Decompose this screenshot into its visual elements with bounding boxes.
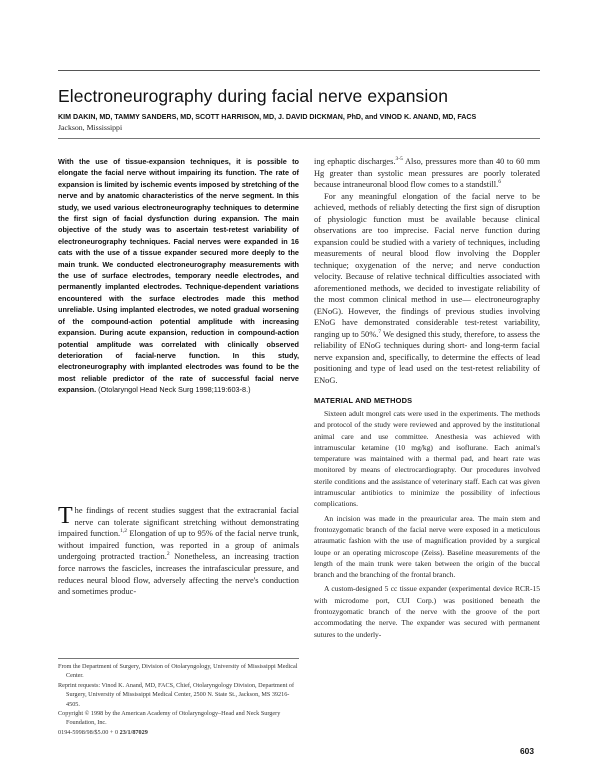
footnote-copyright: Copyright © 1998 by the American Academy of Otolaryngology–Head and Neck Surgery Foundation, Inc.	[58, 710, 281, 727]
reference-marker: 3-5	[395, 156, 403, 163]
intro-text-b: Elongation of up to 95% of the facial nerve trunk, without impaired function, was reported in a group of animals undergoing protracted traction.	[58, 529, 299, 562]
right-column	[314, 156, 540, 640]
p1-text2: Also, pressures more than 40 to 60 mm Hg greater than systolic mean pressures are poorly tolerated because intraneuronal blood flow comes to a standstill.	[314, 157, 540, 189]
methods-paragraph-1: Sixteen adult mongrel cats were used in the experiments. The methods and protocol of the study were reviewed and approved by the institutional animal care and use committee. Anesthesia was achieved with intramuscular ketamine (10 mg/kg) and isoflurane. Each animal's temperature was maintained with a thermal pad, and heart rate was monitored by means of electrocardiography. Our procedures involved sterile conditions and the assistance of veterinary staff. Each cat was given intramuscular antibiotics to minimize the possibility of infectious complications.	[314, 409, 540, 509]
introduction-paragraph	[58, 505, 299, 598]
article-title: Electroneurography during facial nerve expansion	[58, 86, 449, 106]
p1-text: ing ephaptic discharges.	[314, 157, 396, 166]
abstract-text: With the use of tissue-expansion techniques, it is possible to elongate the facial nerve without impairing its function. The rate of expansion is limited by ischemic events imposed by stretching of the nerve and by anatomic characteristics of the nerve segment. In this study, we used various electroneurography techniques to determine the first sign of facial dysfunction during expansion. The main objective of the study was to ascertain test-retest variability of electroneurography techniques. Facial nerves were expanded in 16 cats with the use of a tissue expander secured more deeply to the main trunk. We conducted electroneurography measurements with the use of surface electrodes, temporary needle electrodes, and permanently implanted electrodes. Technique-dependent variations encountered with the surface electrodes made this method unreliable. Using implanted electrodes, we noted gradual worsening of the compound-action potential amplitude with increasing expansion. During acute expansion, reduction in compound-action potential amplitude was correlated with clinically observed deterioration of facial-nerve function. In this study, electroneurography with implanted electrodes was found to be the most reliable predictor of the rate of successful facial nerve expansion.	[58, 157, 299, 395]
body-paragraph-2	[314, 191, 540, 387]
footnote-reprints: Reprint requests: Vinod K. Anand, MD, FACS, Chief, Otolaryngology Division, Department of Surgery, University of Mississippi Medical Center, 2500 N. State St., Jackson, MS 39216-4505.	[58, 681, 295, 708]
drop-cap: T	[58, 503, 73, 529]
methods-paragraph-3: A custom-designed 5 cc tissue expander (experimental device RCR-15 with microdome port, CUI Corp.) was positioned beneath the frontozygomatic branch of the nerve with the groove of the port accommodating the nerve. The expander was secured with permanent sutures to the underly-	[314, 584, 540, 639]
author-list: KIM DAKIN, MD, TAMMY SANDERS, MD, SCOTT HARRISON, MD, J. DAVID DICKMAN, PhD, and VINOD K. ANAND, MD, FACS	[58, 113, 477, 121]
abstract-citation: (Otolaryngol Head Neck Surg 1998;119:603-8.)	[98, 385, 251, 395]
abstract	[58, 156, 299, 396]
footnote-code-a: 0194-5998/98/$5.00 + 0	[58, 728, 120, 736]
section-heading: MATERIAL AND METHODS	[314, 396, 413, 405]
methods-paragraph-2: An incision was made in the preauricular area. The main stem and frontozygomatic branch of the facial nerve were exposed in a meticulous atraumatic fashion with the use of magnification provided by a surgical loupe or an operating microscope (Zeiss). Baseline measurements of the length of the main trunk were taken between the origin of the buccal branch and the branching of the frontal branch.	[314, 513, 540, 580]
reference-marker: 2	[166, 551, 170, 558]
header-rule	[58, 138, 540, 139]
footnote-code	[58, 728, 303, 737]
top-rule	[58, 70, 540, 71]
p2-text2: We designed this study, therefore, to assess the reliability of ENoG techniques during short- and long-term facial nerve expansion and, specifically, to determine the effects of lead positioning and type of lead used on the test-retest reliability of ENoG.	[314, 329, 540, 385]
intro-text-a: he findings of recent studies suggest that the extracranial facial nerve can tolerate significant stretching without demonstrating impaired function.	[58, 506, 299, 539]
footnotes	[58, 662, 303, 737]
intro-text-c: Nonetheless, an increasing traction force narrows the fascicles, increases the intrafascicular pressure, and reduces neural blood flow, adversely affecting the nerve's conduction and sometimes produc-	[58, 552, 299, 597]
footnote-affiliation: From the Department of Surgery, Division of Otolaryngology, University of Mississippi Medical Center.	[58, 663, 298, 680]
page-number: 603	[520, 746, 534, 756]
author-location: Jackson, Mississippi	[58, 123, 123, 132]
reference-marker: 1,2	[120, 528, 128, 535]
reference-marker: 7	[378, 328, 382, 335]
footnote-code-b: 23/1/87029	[119, 728, 148, 736]
p2-text: For any meaningful elongation of the facial nerve to be achieved, methods of reliably detecting the first sign of disruption of physiologic function must be available because clinical observations are too imprecise. Facial nerve function during expansion could be studied with a variety of techniques, including measurements of neural blood flow involving the Doppler technique; oxygenation of the nerve; and nerve conduction velocity. Because of relative technical difficulties associated with aforementioned methods, we decided to investigate reliability of the most common clinical method in use— electroneurography (ENoG). However, the findings of previous studies involving ENoG have demonstrated considerable test-retest variability, ranging up to 50%.	[314, 191, 540, 339]
reference-marker: 6	[498, 179, 501, 186]
body-paragraph-1	[314, 156, 540, 191]
footnote-rule	[58, 658, 299, 659]
